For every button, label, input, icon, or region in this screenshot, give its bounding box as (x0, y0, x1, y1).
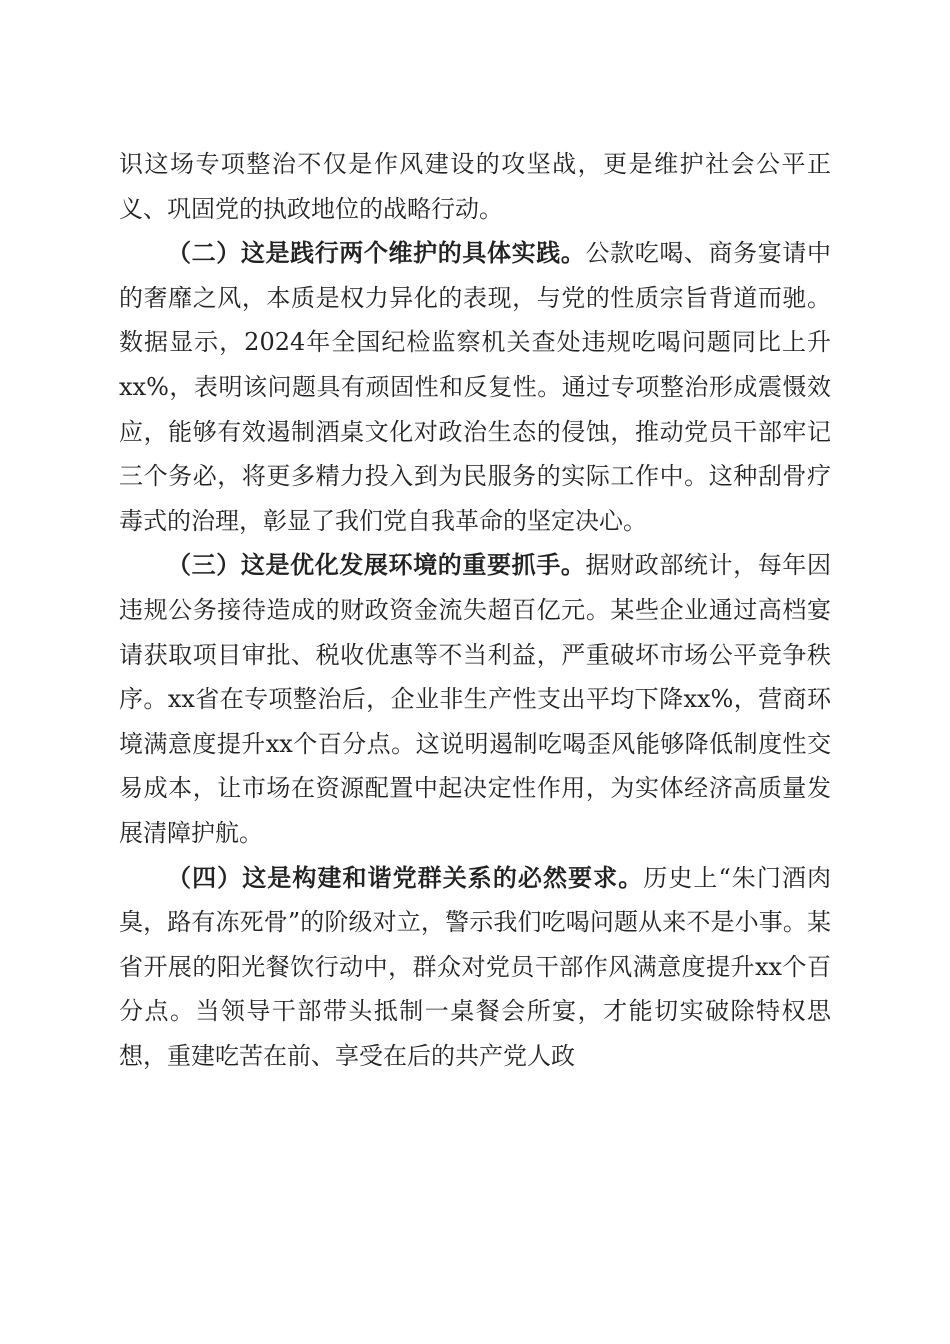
section-3-body: 据财政部统计，每年因违规公务接待造成的财政资金流失超百亿元。某些企业通过高档宴请获取项目审批、税收优惠等不当利益，严重破坏市场公平竞争秩序。xx省在专项整治后，企业非生产性支出平均下降xx%，营商环境满意度提升xx个百分点。这说明遏制吃喝歪风能够降低制度性交易成本，让市场在资源配置中起决定性作用，为实体经济高质量发展清障护航。 (119, 551, 832, 847)
document-body (119, 142, 831, 1078)
paragraph-1-body: 识这场专项整治不仅是作风建设的攻坚战，更是维护社会公平正义、巩固党的执政地位的战略行动。 (119, 150, 831, 223)
paragraph-section-4 (119, 856, 831, 1079)
section-3-heading: （三）这是优化发展环境的重要抓手。 (167, 550, 586, 580)
paragraph-section-2 (119, 231, 831, 543)
paragraph-section-3 (119, 543, 831, 855)
section-2-heading: （二）这是践行两个维护的具体实践。 (167, 238, 586, 268)
section-4-heading: （四）这是构建和谐党群关系的必然要求。 (167, 862, 644, 892)
section-2-body: 公款吃喝、商务宴请中的奢靡之风，本质是权力异化的表现，与党的性质宗旨背道而驰。数据显示，2024年全国纪检监察机关查处违规吃喝问题同比上升xx%，表明该问题具有顽固性和反复性。通过专项整治形成震慑效应，能够有效遏制酒桌文化对政治生态的侵蚀，推动党员干部牢记三个务必，将更多精力投入到为民服务的实际工作中。这种刮骨疗毒式的治理，彰显了我们党自我革命的坚定决心。 (119, 239, 832, 535)
paragraph-continued (119, 142, 831, 231)
section-4-body: 历史上“朱门酒肉臭，路有冻死骨”的阶级对立，警示我们吃喝问题从来不是小事。某省开展的阳光餐饮行动中，群众对党员干部作风满意度提升xx个百分点。当领导干部带头抵制一桌餐会所宴，才能切实破除特权思想，重建吃苦在前、享受在后的共产党人政 (119, 863, 831, 1070)
